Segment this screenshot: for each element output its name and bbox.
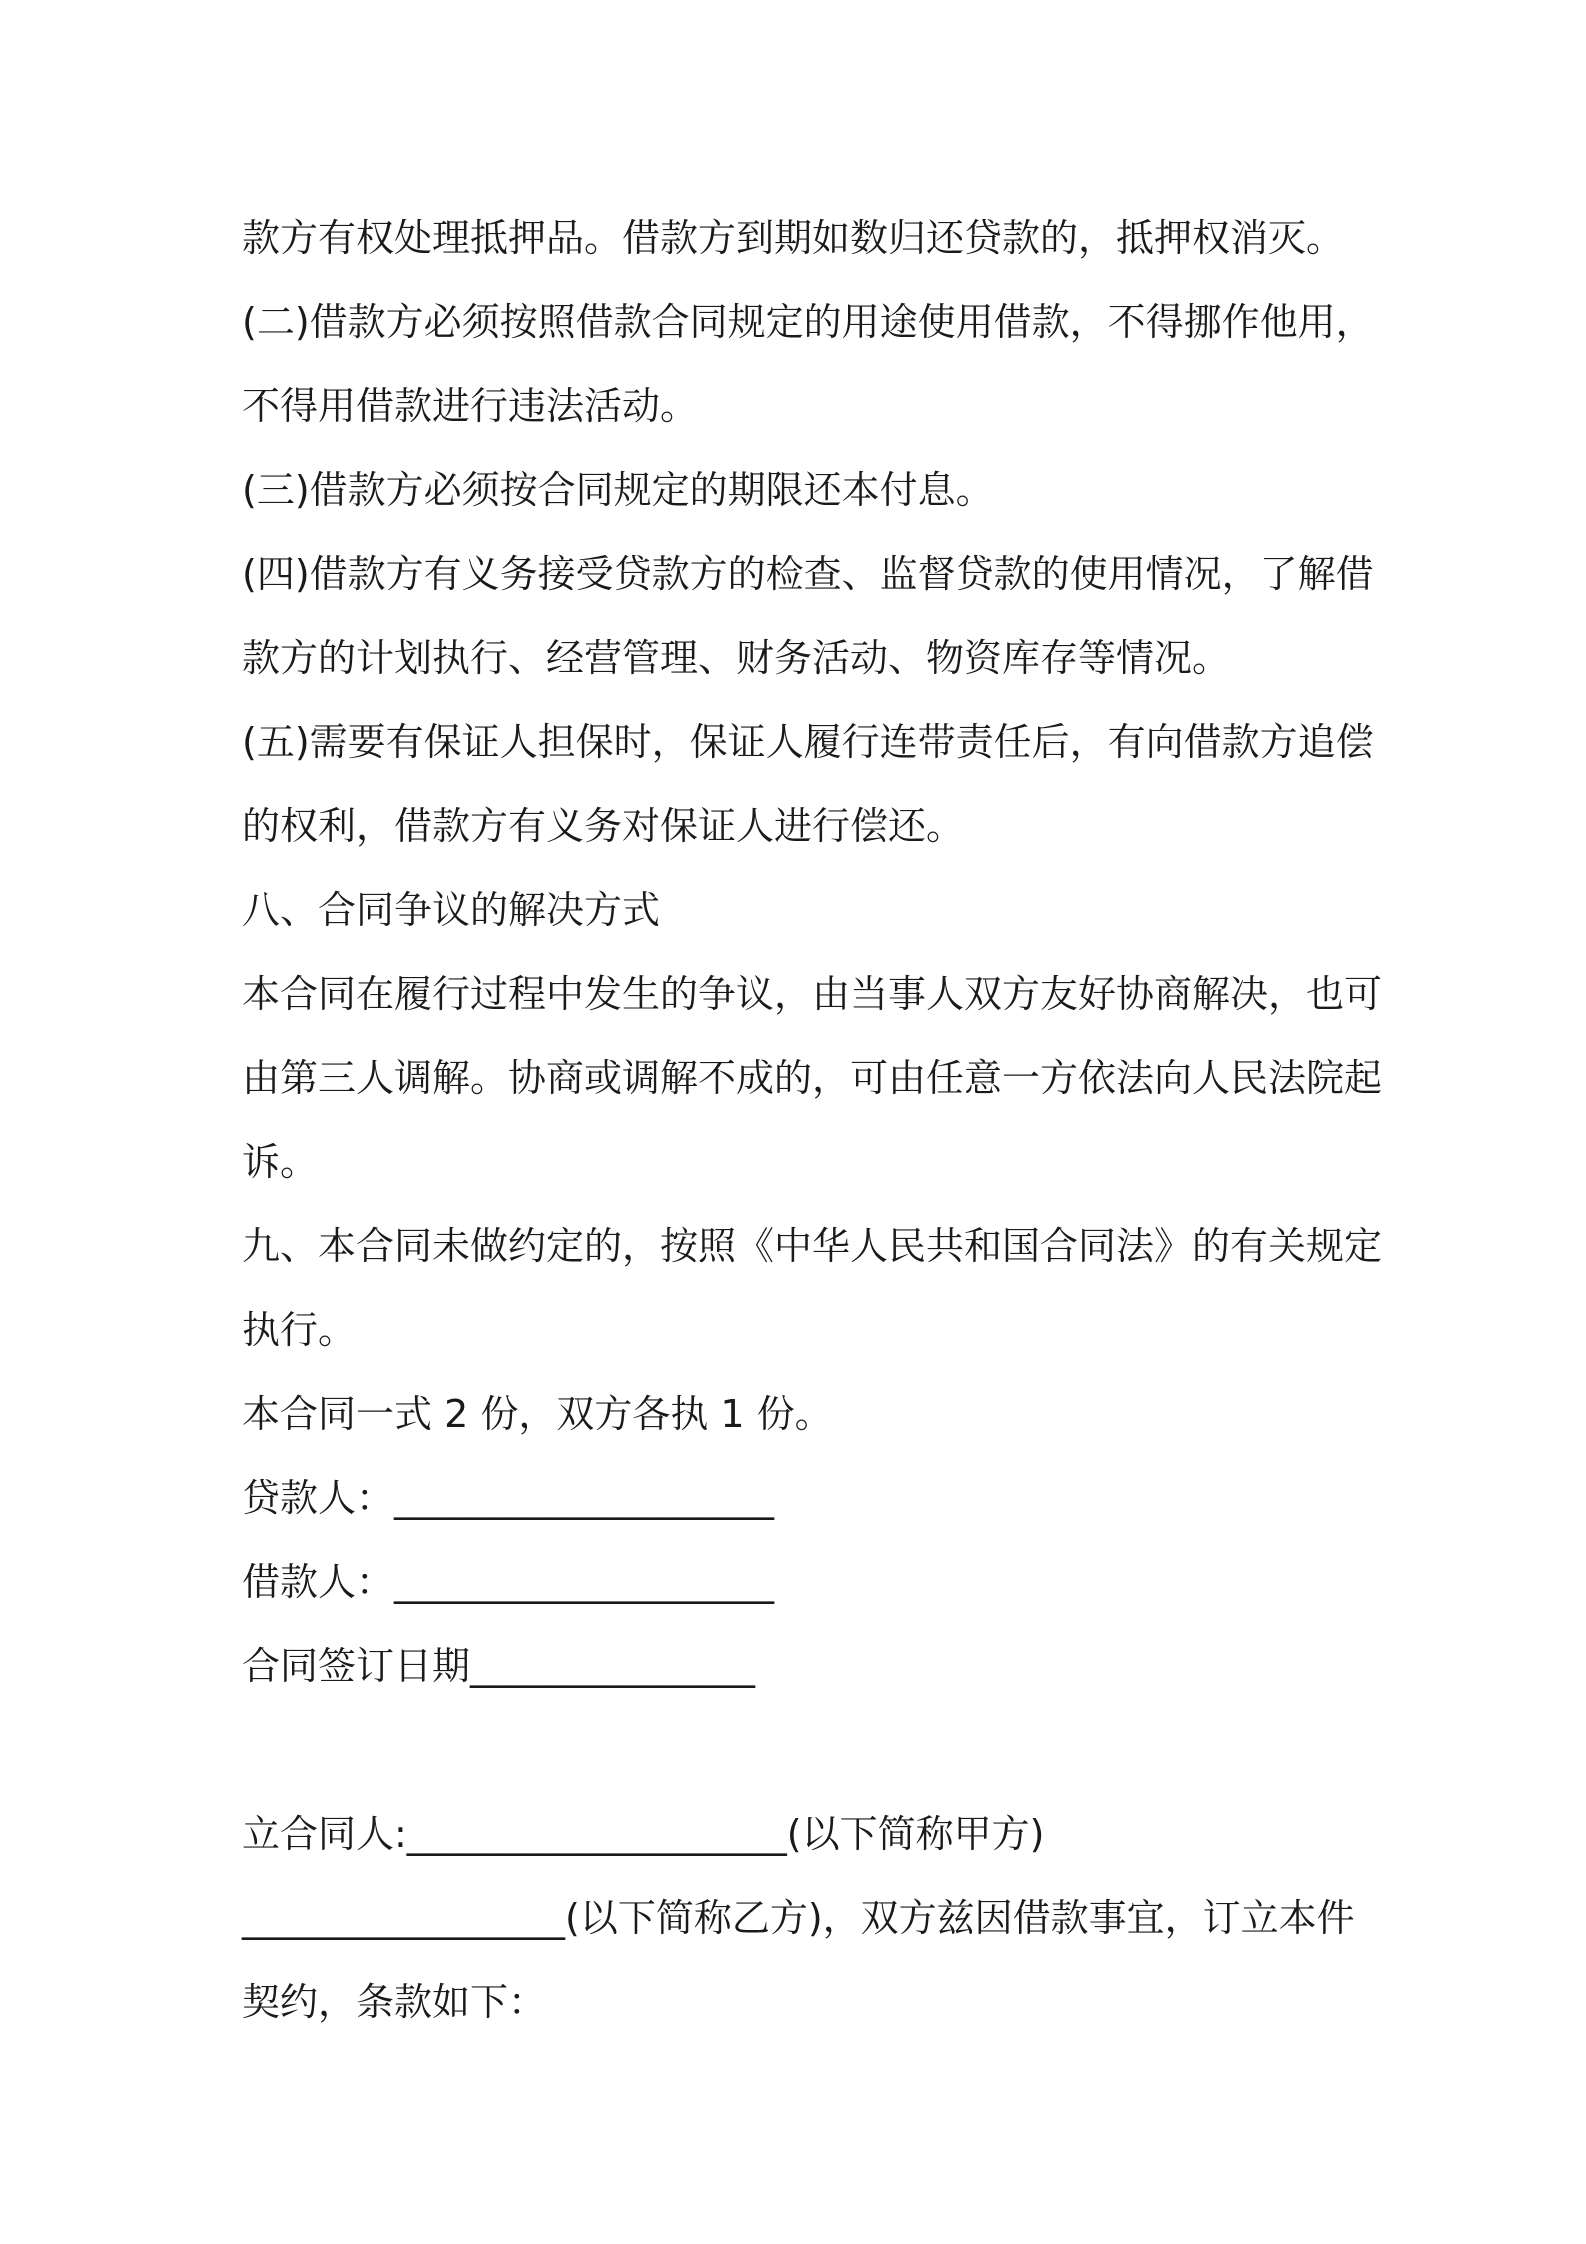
contract-party-line: 立合同人:____________________(以下简称甲方) xyxy=(242,1812,1045,1856)
paragraph-line: (五)需要有保证人担保时，保证人履行连带责任后，有向借款方追偿 xyxy=(242,720,1374,764)
paragraph-line: 九、本合同未做约定的，按照《中华人民共和国合同法》的有关规定 xyxy=(242,1224,1383,1268)
paragraph-line: (四)借款方有义务接受贷款方的检查、监督贷款的使用情况，了解借 xyxy=(242,552,1374,596)
paragraph-line: 本合同一式 2 份，双方各执 1 份。 xyxy=(242,1392,833,1436)
blank-spacer xyxy=(242,1708,1362,1792)
paragraph-line: 的权利，借款方有义务对保证人进行偿还。 xyxy=(242,804,965,848)
lender-signature-line: 贷款人：____________________ xyxy=(242,1476,775,1520)
paragraph-line: 诉。 xyxy=(242,1140,319,1184)
paragraph-line: (二)借款方必须按照借款合同规定的用途使用借款，不得挪作他用， xyxy=(242,300,1374,344)
paragraph-line: 契约，条款如下： xyxy=(242,1980,547,2024)
borrower-signature-line: 借款人：____________________ xyxy=(242,1560,775,1604)
paragraph-line: (三)借款方必须按合同规定的期限还本付息。 xyxy=(242,468,994,512)
paragraph-line: 不得用借款进行违法活动。 xyxy=(242,384,699,428)
paragraph-line: _________________(以下简称乙方)，双方兹因借款事宜，订立本件 xyxy=(242,1896,1355,1940)
contract-date-line: 合同签订日期_______________ xyxy=(242,1644,756,1688)
paragraph-line: 款方有权处理抵押品。借款方到期如数归还贷款的，抵押权消灭。 xyxy=(242,216,1345,260)
paragraph-line: 由第三人调解。协商或调解不成的，可由任意一方依法向人民法院起 xyxy=(242,1056,1383,1100)
paragraph-line: 本合同在履行过程中发生的争议，由当事人双方友好协商解决，也可 xyxy=(242,972,1383,1016)
section-heading: 八、合同争议的解决方式 xyxy=(242,888,661,932)
paragraph-line: 执行。 xyxy=(242,1308,357,1352)
document-body xyxy=(242,196,1383,2044)
paragraph-line: 款方的计划执行、经营管理、财务活动、物资库存等情况。 xyxy=(242,636,1231,680)
